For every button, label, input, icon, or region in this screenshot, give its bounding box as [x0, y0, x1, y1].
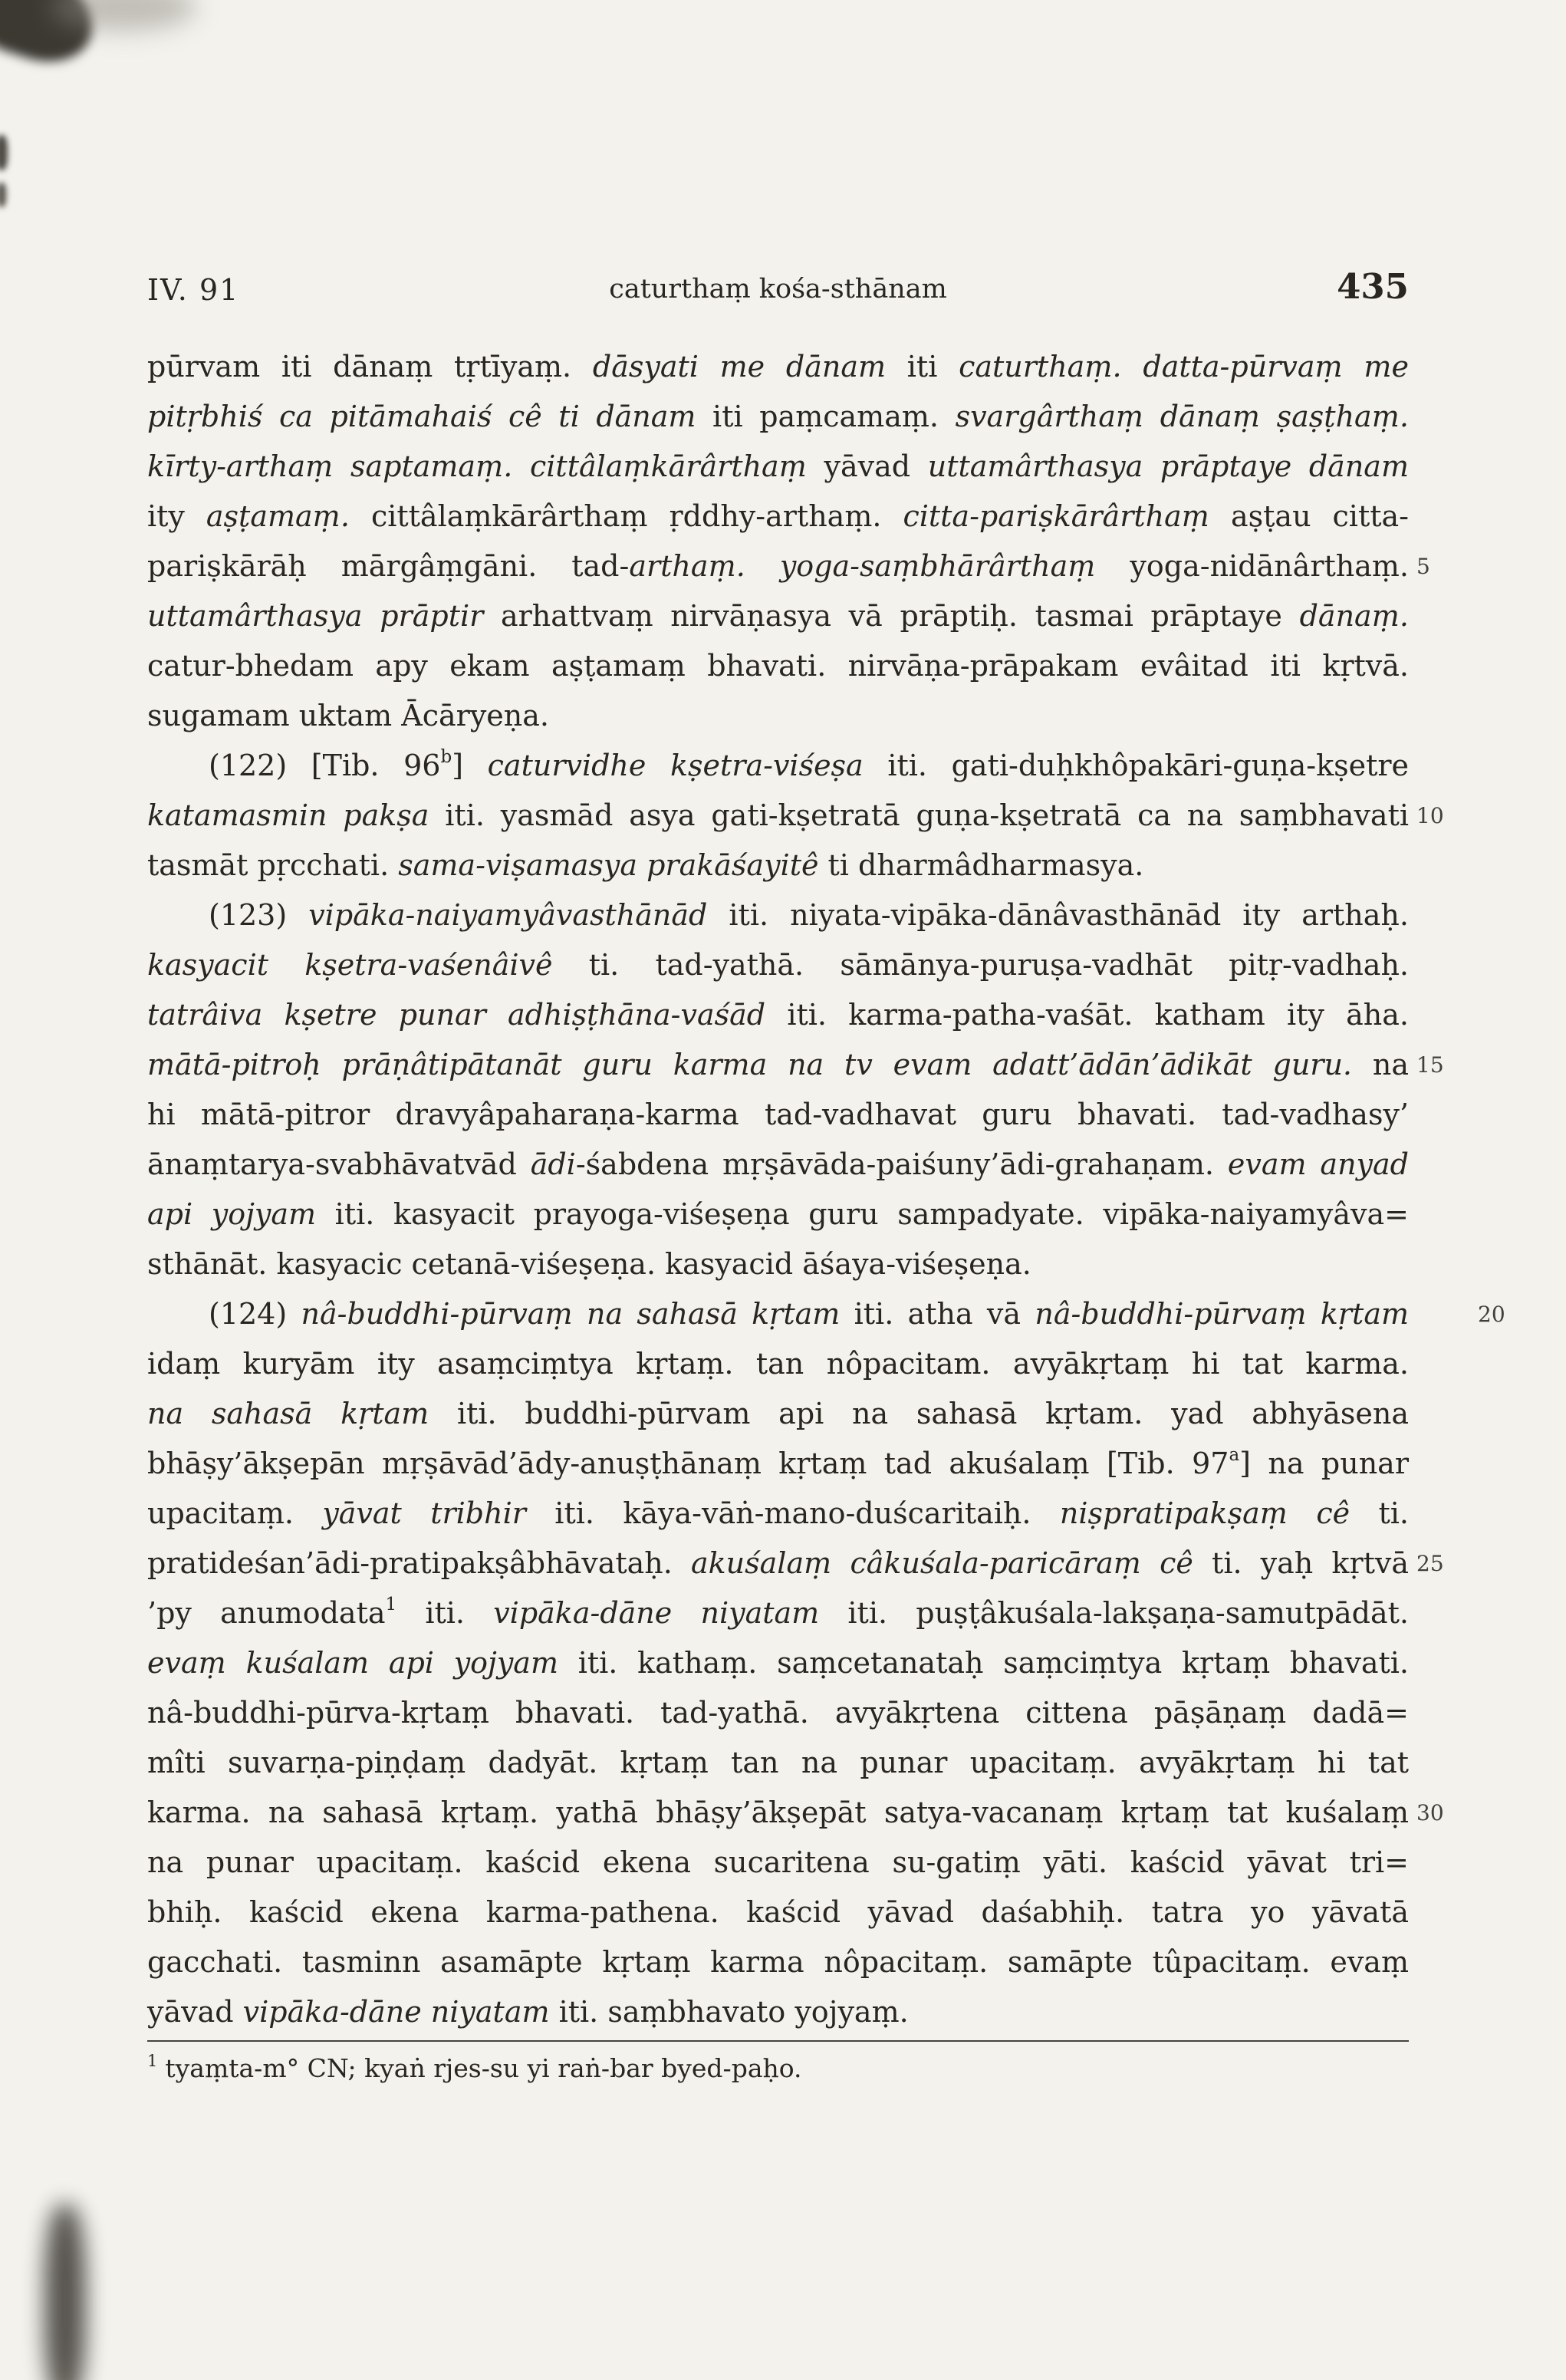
text-segment: bhiḥ. kaścid ekena karma-pathena. kaścid yāvad daśabhiḥ. tatra yo yāvatā [147, 1895, 1409, 1929]
text-segment: iti. kathaṃ. saṃcetanataḥ saṃciṃtya kṛtaṃ bhavati. [558, 1646, 1409, 1680]
text-segment: bhāṣy’ākṣepān mṛṣāvād’ādy-anuṣṭhānaṃ kṛtaṃ tad akuśalaṃ [Tib. 97 [147, 1447, 1229, 1480]
text-segment: ] na punar [1239, 1447, 1409, 1480]
text-segment: karma. na sahasā kṛtaṃ. yathā bhāṣy’ākṣepāt satya-vacanaṃ kṛtaṃ tat kuśalaṃ [147, 1796, 1409, 1829]
text-segment: yāvad [806, 449, 928, 483]
text-segment: yāvad [147, 1995, 243, 2029]
lemma-italic: uttamârthasya prāptaye dānam [927, 449, 1409, 483]
page-number: 435 [1337, 266, 1409, 307]
text-segment: tasmāt pṛcchati. [147, 848, 399, 882]
lemma-italic: dānaṃ. [1299, 599, 1410, 633]
margin-line-number: 10 [1416, 803, 1444, 828]
text-segment: (123) [209, 898, 309, 932]
lemma-italic: vipāka-dāne niyatam [242, 1995, 550, 2029]
text-line [147, 1838, 1409, 1888]
margin-line-number: 30 [1416, 1800, 1444, 1825]
text-segment [1122, 350, 1143, 383]
text-segment: iti. atha vā [840, 1297, 1035, 1331]
running-title: caturthaṃ kośa-sthānam [609, 274, 947, 304]
text-segment: hi mātā-pitror dravyâpaharaṇa-karma tad-vadhavat guru bhavati. tad-vadhasy’ [147, 1098, 1409, 1131]
text-segment: iti. [396, 1596, 494, 1630]
text-segment: iti. niyata-vipāka-dānâvasthānād ity arthaḥ. [707, 898, 1409, 932]
lemma-italic: vipāka-naiyamyâvasthānād [308, 898, 708, 932]
text-line [147, 1688, 1409, 1738]
text-segment: sthānāt. kasyacic cetanā-viśeṣeṇa. kasyacid āśaya-viśeṣeṇa. [147, 1247, 1031, 1281]
text-line [147, 1140, 1409, 1190]
text-segment: (124) [209, 1297, 301, 1331]
text-line [147, 741, 1409, 791]
text-line [147, 1489, 1409, 1539]
text-segment: ti. yaḥ kṛtvā [1193, 1546, 1410, 1580]
page-header [147, 265, 1409, 307]
lemma-italic: yāvat tribhir [322, 1496, 526, 1530]
superscript: b [440, 747, 452, 767]
lemma-italic: akuśalaṃ câkuśala-paricāraṃ cê [691, 1546, 1193, 1580]
text-line [147, 890, 1409, 940]
text-segment: na [1352, 1048, 1409, 1081]
text-line [147, 1090, 1409, 1140]
text-line [147, 591, 1409, 641]
lemma-italic: citta-pariṣkārârthaṃ [903, 499, 1209, 533]
text-segment: ti. tad-yathā. sāmānya-puruṣa-vadhāt pitṛ-vadhaḥ. [552, 948, 1410, 982]
lemma-italic: kasyacit kṣetra-vaśenâivê [147, 948, 553, 982]
text-line [147, 641, 1409, 691]
text-block [147, 342, 1505, 2037]
text-line [147, 442, 1409, 492]
text-line [147, 940, 1409, 990]
text-line [147, 1638, 1409, 1688]
scan-artifact-corner-shadow [51, 0, 196, 31]
text-line [147, 691, 1409, 741]
text-segment: aṣṭau citta- [1209, 499, 1409, 533]
lemma-italic: pitṛbhiś ca pitāmahaiś cê ti dānam [147, 400, 696, 433]
lemma-italic: ādi [530, 1147, 576, 1181]
lemma-italic: mātā-pitroḥ prāṇâtipātanāt guru karma na tv evam adatt’ādān’ādikāt guru. [147, 1048, 1353, 1081]
text-segment: ’py anumodata [147, 1596, 386, 1630]
margin-line-number: 5 [1416, 554, 1430, 579]
text-segment: ti dharmâdharmasya. [818, 848, 1144, 882]
text-line [147, 1788, 1444, 1838]
text-line [147, 542, 1430, 591]
text-segment: iti. kasyacit prayoga-viśeṣeṇa guru sampadyate. vipāka-naiyamyâva= [316, 1197, 1409, 1231]
text-segment [745, 549, 780, 583]
text-line [147, 1339, 1409, 1389]
text-segment: iti. yasmād asya gati-kṣetratā guṇa-kṣetratā ca na saṃbhavati [429, 798, 1409, 832]
lemma-italic: arthaṃ. [629, 549, 745, 583]
text-segment: mîti suvarṇa-piṇḍaṃ dadyāt. kṛtaṃ tan na punar upacitaṃ. avyākṛtaṃ hi tat [147, 1746, 1409, 1779]
text-line [147, 1439, 1409, 1489]
scan-artifact-left-edge-2 [0, 183, 6, 207]
text-segment: ānaṃtarya-svabhāvatvād [147, 1147, 531, 1181]
margin-line-number: 15 [1416, 1052, 1444, 1078]
text-line [147, 1539, 1444, 1588]
text-line [147, 1389, 1409, 1439]
text-segment: ity [147, 499, 206, 533]
lemma-italic: datta-pūrvaṃ me [1143, 350, 1409, 383]
text-segment: na punar upacitaṃ. kaścid ekena sucaritena su-gatiṃ yāti. kaścid yāvat tri= [147, 1845, 1409, 1879]
text-line [147, 841, 1409, 890]
text-segment: yoga-nidānârthaṃ. [1095, 549, 1409, 583]
lemma-italic: niṣpratipakṣaṃ cê [1059, 1496, 1351, 1530]
lemma-italic: vipāka-dāne niyatam [493, 1596, 820, 1630]
text-line [147, 1040, 1444, 1090]
lemma-italic: aṣṭamaṃ. [206, 499, 350, 533]
text-segment: upacitaṃ. [147, 1496, 323, 1530]
text-segment: iti. buddhi-pūrvam api na sahasā kṛtam. yad abhyāsena [429, 1397, 1409, 1430]
text-segment: cittâlaṃkārârthaṃ ṛddhy-arthaṃ. [349, 499, 903, 533]
text-segment: -śabdena mṛṣāvāda-paiśuny’ādi-grahaṇam. [575, 1147, 1228, 1181]
lemma-italic: kīrty-arthaṃ saptamaṃ. [147, 449, 513, 483]
lemma-italic: evaṃ kuśalam api yojyam [147, 1646, 558, 1680]
superscript: a [1229, 1445, 1240, 1465]
text-segment: sugamam uktam Ācāryeṇa. [147, 699, 550, 732]
text-line [147, 1888, 1409, 1937]
text-line [147, 342, 1409, 392]
scan-artifact-left-edge [0, 135, 8, 170]
text-segment: arhattvaṃ nirvāṇasya vā prāptiḥ. tasmai prāptaye [483, 599, 1300, 633]
text-segment: iti. kāya-vāṅ-mano-duścaritaiḥ. [525, 1496, 1060, 1530]
text-segment: pratideśan’ādi-pratipakṣâbhāvataḥ. [147, 1546, 691, 1580]
text-line [147, 1190, 1409, 1239]
text-line [147, 1987, 1409, 2037]
text-line [147, 392, 1409, 442]
footnote [147, 2040, 1409, 2086]
lemma-italic: sama-viṣamasya prakāśayitê [398, 848, 819, 882]
text-segment: gacchati. tasminn asamāpte kṛtaṃ karma nôpacitaṃ. samāpte tûpacitaṃ. evaṃ [147, 1945, 1409, 1979]
text-segment: iti. puṣṭâkuśala-lakṣaṇa-samutpādāt. [819, 1596, 1409, 1630]
text-line [147, 492, 1409, 542]
superscript: 1 [385, 1595, 397, 1615]
text-segment: iti [886, 350, 959, 383]
lemma-italic: katamasmin pakṣa [147, 798, 429, 832]
lemma-italic: nâ-buddhi-pūrvaṃ kṛtam [1035, 1297, 1410, 1331]
text-segment: ti. [1350, 1496, 1409, 1530]
text-segment [512, 449, 530, 483]
lemma-italic: svargârthaṃ dānaṃ ṣaṣṭhaṃ. [955, 400, 1409, 433]
lemma-italic: api yojyam [147, 1197, 317, 1231]
text-segment: pariṣkārāḥ mārgâṃgāni. tad- [147, 549, 630, 583]
text-segment: (122) [Tib. 96 [209, 749, 441, 782]
text-line [147, 1289, 1505, 1339]
lemma-italic: caturthaṃ. [959, 350, 1122, 383]
text-line [147, 1588, 1409, 1638]
lemma-italic: uttamârthasya prāptir [147, 599, 484, 633]
text-line [147, 1738, 1409, 1788]
footnote-text: tyaṃta-m° CN; kyaṅ rjes-su yi raṅ-bar byed-paḥo. [165, 2053, 802, 2083]
text-segment: iti paṃcamaṃ. [696, 400, 956, 433]
text-segment: ] [452, 749, 488, 782]
section-reference: IV. 91 [147, 273, 240, 307]
footnote-marker: 1 [147, 2052, 158, 2070]
scan-artifact-bottom-smudge [44, 2204, 86, 2380]
text-segment: idaṃ kuryām ity asaṃciṃtya kṛtaṃ. tan nôpacitam. avyākṛtaṃ hi tat karma. [147, 1347, 1409, 1381]
lemma-italic: nâ-buddhi-pūrvaṃ na sahasā kṛtam [301, 1297, 841, 1331]
text-line [147, 791, 1444, 841]
scan-artifact-corner-ink [0, 0, 105, 74]
lemma-italic: cittâlaṃkārârthaṃ [529, 449, 807, 483]
text-segment: pūrvam iti dānaṃ tṛtīyaṃ. [147, 350, 593, 383]
text-segment: iti. karma-patha-vaśāt. katham ity āha. [765, 998, 1409, 1032]
lemma-italic: tatrâiva kṣetre punar adhiṣṭhāna-vaśād [147, 998, 766, 1032]
text-segment: catur-bhedam apy ekam aṣṭamaṃ bhavati. nirvāṇa-prāpakam evâitad iti kṛtvā. [147, 649, 1409, 683]
lemma-italic: yoga-saṃbhārârthaṃ [779, 549, 1096, 583]
text-segment: iti. gati-duḥkhôpakāri-guṇa-kṣetre [863, 749, 1410, 782]
text-line [147, 1937, 1409, 1987]
margin-line-number: 25 [1416, 1551, 1444, 1576]
lemma-italic: na sahasā kṛtam [147, 1397, 429, 1430]
lemma-italic: evam anyad [1227, 1147, 1409, 1181]
text-line [147, 1239, 1409, 1289]
lemma-italic: dāsyati me dānam [592, 350, 887, 383]
lemma-italic: caturvidhe kṣetra-viśeṣa [487, 749, 864, 782]
margin-line-number: 20 [1478, 1302, 1505, 1327]
text-line [147, 990, 1409, 1040]
text-segment: nâ-buddhi-pūrva-kṛtaṃ bhavati. tad-yathā. avyākṛtena cittena pāṣāṇaṃ dadā= [147, 1696, 1409, 1730]
text-segment: iti. saṃbhavato yojyaṃ. [549, 1995, 909, 2029]
